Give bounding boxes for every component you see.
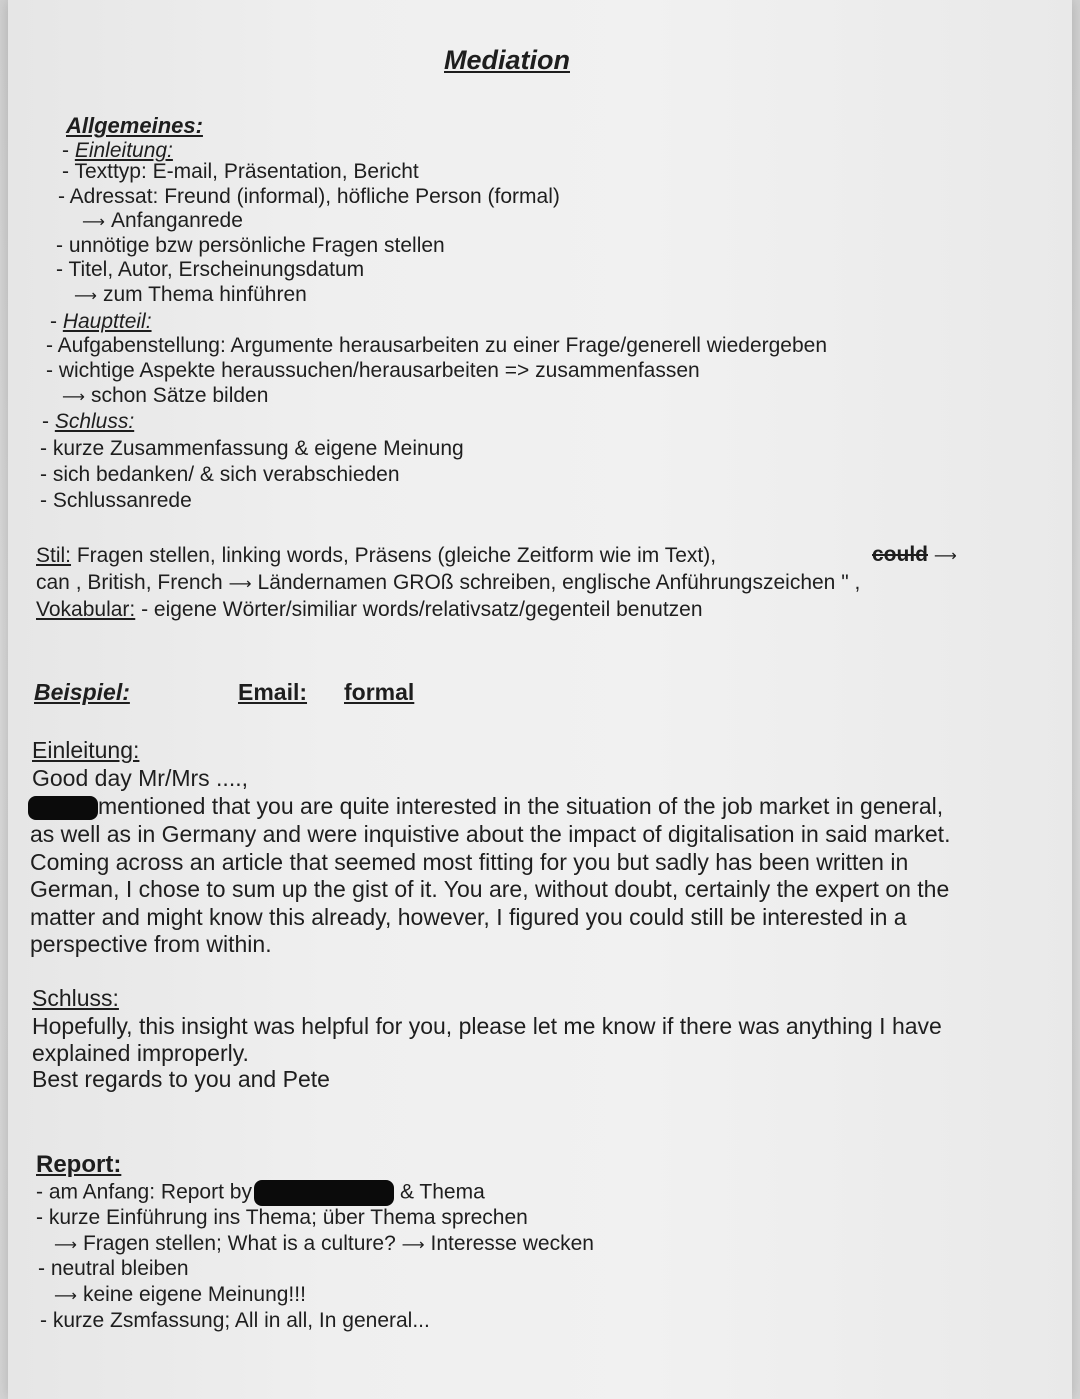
arrow-right-icon: ⟶ <box>933 548 957 565</box>
email-label: Email: <box>238 679 308 705</box>
email-line-6: perspective from within. <box>30 931 272 957</box>
stil-label: Stil: <box>36 544 72 567</box>
email-einleitung-label: Einleitung: <box>32 737 140 763</box>
saetze-text: schon Sätze bilden <box>90 384 269 407</box>
vokabular-line <box>36 598 703 622</box>
email-schluss-line-2: explained improperly. <box>32 1040 249 1066</box>
email-schluss-line-3: Best regards to you and Pete <box>32 1066 330 1092</box>
arrow-right-icon: ⟶ <box>54 1237 77 1254</box>
report-line3b-text: Interesse wecken <box>430 1232 594 1255</box>
schluss-label: - Schluss: <box>42 410 135 433</box>
stil-line2-text: can , British, French <box>36 571 223 594</box>
arrow-right-icon: ⟶ <box>401 1237 425 1254</box>
report-line-3 <box>54 1232 594 1258</box>
redacted-name <box>254 1180 394 1206</box>
hinfuehren-text: zum Thema hinführen <box>102 283 307 306</box>
hauptteil-heading: Hauptteil: <box>62 310 152 333</box>
report-line-1 <box>36 1180 485 1206</box>
report-heading: Report: <box>36 1151 122 1178</box>
page-title: Mediation <box>444 45 570 75</box>
stil-line <box>36 544 716 568</box>
email-schluss-label: Schluss: <box>32 985 119 1011</box>
arrow-right-icon: ⟶ <box>228 576 252 593</box>
report-line-5 <box>54 1283 306 1309</box>
email-line-2: as well as in Germany and were inquistive about the impact of digitalisation in said market. <box>30 821 951 847</box>
report-line-4: - neutral bleiben <box>38 1257 189 1280</box>
vokabular-text: - eigene Wörter/similiar words/relativsatz/gegenteil benutzen <box>135 598 703 621</box>
stil-line-2 <box>36 571 860 597</box>
beispiel-label: Beispiel: <box>34 679 130 705</box>
arrow-right-icon: ⟶ <box>74 288 97 305</box>
email-schluss-line-1: Hopefully, this insight was helpful for you, please let me know if there was anything I have <box>32 1013 942 1039</box>
vokabular-label: Vokabular: <box>36 598 136 621</box>
aspekte-line: - wichtige Aspekte heraussuchen/herausarbeiten => zusammenfassen <box>46 359 700 382</box>
hinfuehren-line <box>74 283 307 309</box>
anfanganrede-line <box>82 209 243 235</box>
formal-label: formal <box>344 679 415 705</box>
could-note <box>872 543 963 569</box>
email-line-1-text: mentioned that you are quite interested in the situation of the job market in general, <box>98 793 944 819</box>
schluss-heading: Schluss: <box>54 410 135 433</box>
einleitung-heading: Einleitung: <box>74 139 173 162</box>
hauptteil-label: - Hauptteil: <box>50 310 152 333</box>
arrow-right-icon: ⟶ <box>82 214 105 231</box>
allgemeines-heading: Allgemeines: <box>66 113 203 138</box>
report-line5-text: keine eigene Meinung!!! <box>82 1283 306 1306</box>
redacted-name <box>28 796 98 820</box>
stil-text: Fragen stellen, linking words, Präsens (gleiche Zeitform wie im Text), <box>71 544 717 567</box>
report-line1b-text: & Thema <box>399 1180 485 1204</box>
report-line3a-text: Fragen stellen; What is a culture? <box>82 1232 396 1255</box>
email-line-4: German, I chose to sum up the gist of it. You are, without doubt, certainly the expert on the <box>30 876 950 902</box>
titel-line: - Titel, Autor, Erscheinungsdatum <box>56 258 365 281</box>
bedanken-line: - sich bedanken/ & sich verabschieden <box>40 463 400 486</box>
arrow-right-icon: ⟶ <box>62 389 85 406</box>
report-line-2: - kurze Einführung ins Thema; über Thema sprechen <box>36 1206 528 1229</box>
einleitung-label: - Einleitung: <box>62 139 173 162</box>
fragen-line: - unnötige bzw persönliche Fragen stellen <box>56 234 445 257</box>
email-greeting: Good day Mr/Mrs ...., <box>32 765 248 791</box>
report-line-6: - kurze Zsmfassung; All in all, In general... <box>40 1309 430 1332</box>
aufgabenstellung-line: - Aufgabenstellung: Argumente herausarbeiten zu einer Frage/generell wiedergeben <box>46 334 828 357</box>
saetze-line <box>62 384 268 410</box>
schlussanrede-line: - Schlussanrede <box>40 489 192 512</box>
arrow-right-icon: ⟶ <box>54 1288 77 1305</box>
could-strikethrough: could <box>872 543 928 566</box>
report-line1a-text: - am Anfang: Report by <box>36 1180 252 1204</box>
zusammenfassung-line: - kurze Zusammenfassung & eigene Meinung <box>40 437 464 460</box>
stil-line2b-text: Ländernamen GROß schreiben, englische Anführungszeichen " , <box>257 571 861 594</box>
email-line-5: matter and might know this already, however, I figured you could still be interested in a <box>30 904 907 930</box>
adressat-line: - Adressat: Freund (informal), höfliche Person (formal) <box>58 185 560 208</box>
anfanganrede-text: Anfanganrede <box>110 209 243 232</box>
email-line-3: Coming across an article that seemed most fitting for you but sadly has been written in <box>30 849 909 875</box>
email-line-1 <box>28 792 943 820</box>
texttyp-line: - Texttyp: E-mail, Präsentation, Bericht <box>62 160 419 183</box>
